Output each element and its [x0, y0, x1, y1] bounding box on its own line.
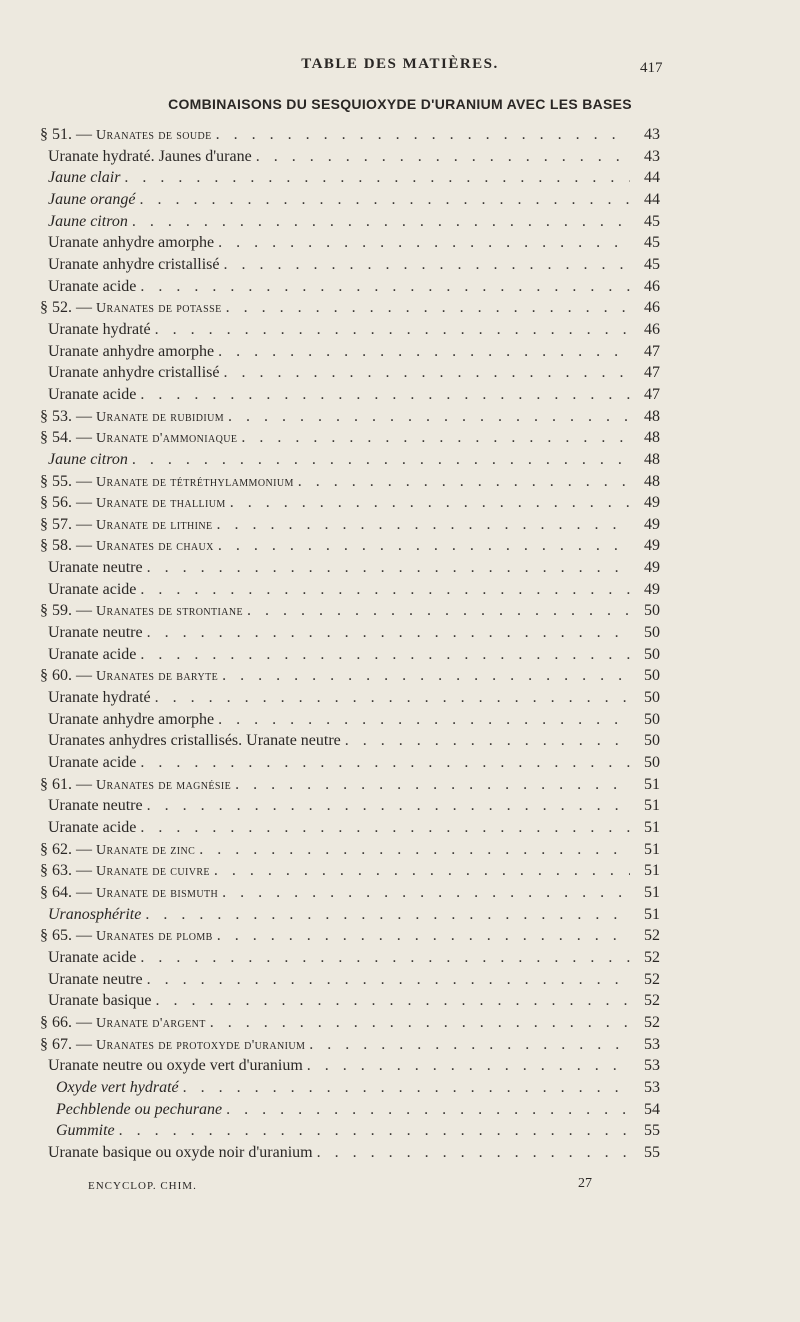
toc-entry [40, 189, 660, 211]
toc-entry-text: Uranate de lithine [96, 517, 213, 533]
toc-entry-page: 43 [644, 147, 660, 165]
toc-entry-number: § 55. — [40, 472, 96, 490]
toc-entry-label [40, 947, 136, 969]
toc-entry-text: Uranate d'ammoniaque [96, 431, 238, 447]
toc-entry [40, 925, 660, 947]
toc-entry-number: § 56. — [40, 494, 96, 512]
toc-entry-text: Uranate anhydre amorphe [48, 234, 215, 252]
toc-entry-label [40, 492, 226, 514]
toc-entry-number: § 67. — [40, 1035, 96, 1053]
toc-entry-text: Uranates de potasse [96, 301, 222, 317]
toc-entry [40, 1142, 660, 1164]
dot-leader [230, 492, 630, 514]
toc-entry [40, 1099, 660, 1121]
toc-entry-text: Uranate anhydre amorphe [48, 710, 215, 728]
toc-entry-number: § 53. — [40, 407, 96, 425]
toc-entry-text: Jaune clair [48, 169, 121, 187]
toc-entry [40, 817, 660, 839]
toc-entry-page: 48 [644, 450, 660, 468]
toc-entry-text: Uranates de strontiane [96, 604, 244, 620]
toc-entry-label [40, 730, 341, 752]
table-of-contents [40, 124, 660, 1164]
dot-leader [145, 904, 630, 926]
toc-entry-page: 51 [644, 797, 660, 815]
toc-entry-label [40, 860, 210, 882]
toc-entry-label [40, 904, 141, 926]
toc-entry-text: Uranates de magnésie [96, 777, 232, 793]
toc-entry-label [40, 449, 128, 471]
dot-leader [217, 925, 630, 947]
toc-entry-label [40, 622, 143, 644]
toc-entry [40, 276, 660, 298]
dot-leader [210, 1012, 630, 1034]
toc-entry-page: 50 [644, 602, 660, 620]
toc-entry [40, 492, 660, 514]
toc-entry-page: 53 [644, 1078, 660, 1096]
toc-entry-page: 50 [644, 754, 660, 772]
toc-entry-label [40, 774, 231, 796]
dot-leader [214, 860, 630, 882]
dot-leader [218, 535, 630, 557]
toc-entry-text: Oxyde vert hydraté [56, 1078, 179, 1096]
toc-entry-page: 44 [644, 190, 660, 208]
toc-entry-label [40, 384, 136, 406]
toc-entry [40, 1055, 660, 1077]
dot-leader [140, 644, 630, 666]
toc-entry-label [40, 1099, 222, 1121]
toc-entry-number: § 57. — [40, 515, 96, 533]
toc-entry [40, 362, 660, 384]
dot-leader [256, 146, 630, 168]
toc-entry-label [40, 795, 143, 817]
toc-entry-text: Uranosphérite [48, 905, 142, 923]
toc-entry-number: § 59. — [40, 602, 96, 620]
dot-leader [223, 254, 630, 276]
toc-entry-page: 52 [644, 1013, 660, 1031]
toc-entry [40, 211, 660, 233]
section-title: COMBINAISONS DU SESQUIOXYDE D'URANIUM AVEC LES BASES [168, 96, 632, 112]
toc-entry-page: 50 [644, 732, 660, 750]
toc-entry-text: Uranate neutre [48, 559, 143, 577]
toc-entry-label [40, 297, 222, 319]
toc-entry-page: 55 [644, 1143, 660, 1161]
toc-entry-label [40, 817, 136, 839]
dot-leader [218, 341, 630, 363]
toc-entry-page: 45 [644, 212, 660, 230]
toc-entry [40, 124, 660, 146]
toc-entry-page: 50 [644, 624, 660, 642]
toc-entry [40, 341, 660, 363]
toc-entry [40, 406, 660, 428]
toc-entry-label [40, 990, 152, 1012]
toc-entry-text: Uranate neutre [48, 797, 143, 815]
toc-entry-label [40, 1077, 179, 1099]
toc-entry [40, 449, 660, 471]
dot-leader [140, 579, 630, 601]
toc-entry-page: 52 [644, 948, 660, 966]
toc-entry-page: 50 [644, 645, 660, 663]
toc-entry [40, 232, 660, 254]
toc-entry-page: 55 [644, 1122, 660, 1140]
toc-entry-label [40, 232, 214, 254]
toc-entry-number: § 61. — [40, 775, 96, 793]
toc-entry-text: Uranate hydraté [48, 320, 151, 338]
toc-entry-label [40, 167, 120, 189]
toc-entry-text: Uranate acide [48, 948, 137, 966]
toc-entry-text: Pechblende ou pechurane [56, 1100, 223, 1118]
toc-entry-text: Uranate de tétréthylammonium [96, 474, 294, 490]
dot-leader [140, 947, 630, 969]
toc-entry-number: § 54. — [40, 429, 96, 447]
toc-entry-label [40, 1120, 115, 1142]
toc-entry [40, 665, 660, 687]
toc-entry-page: 47 [644, 364, 660, 382]
toc-entry-label [40, 579, 136, 601]
toc-entry-text: Uranate anhydre amorphe [48, 342, 215, 360]
dot-leader [147, 557, 630, 579]
toc-entry-page: 50 [644, 667, 660, 685]
toc-entry-text: Uranate acide [48, 645, 137, 663]
toc-entry-label [40, 600, 243, 622]
dot-leader [140, 384, 630, 406]
toc-entry [40, 427, 660, 449]
toc-entry-label [40, 1055, 303, 1077]
toc-entry-page: 49 [644, 515, 660, 533]
dot-leader [309, 1034, 630, 1056]
dot-leader [156, 990, 630, 1012]
toc-entry [40, 904, 660, 926]
toc-entry [40, 882, 660, 904]
toc-entry-label [40, 752, 136, 774]
toc-entry [40, 860, 660, 882]
toc-entry-text: Uranate hydraté. Jaunes d'urane [48, 147, 252, 165]
toc-entry-text: Uranate basique ou oxyde noir d'uranium [48, 1143, 313, 1161]
dot-leader [217, 514, 630, 536]
toc-entry [40, 839, 660, 861]
toc-entry-page: 52 [644, 992, 660, 1010]
toc-entry-label [40, 1034, 305, 1056]
toc-entry-text: Jaune citron [48, 450, 128, 468]
dot-leader [226, 1099, 630, 1121]
toc-entry-page: 49 [644, 559, 660, 577]
dot-leader [124, 167, 630, 189]
dot-leader [140, 817, 630, 839]
toc-entry-text: Uranate de zinc [96, 842, 196, 858]
toc-entry-label [40, 557, 143, 579]
toc-entry-page: 49 [644, 537, 660, 555]
toc-entry-text: Uranates de plomb [96, 929, 213, 945]
toc-entry [40, 384, 660, 406]
dot-leader [241, 427, 630, 449]
dot-leader [140, 276, 630, 298]
toc-entry-page: 49 [644, 494, 660, 512]
toc-entry [40, 752, 660, 774]
toc-entry-text: Uranate hydraté [48, 689, 151, 707]
toc-entry [40, 167, 660, 189]
toc-entry-page: 52 [644, 927, 660, 945]
toc-entry-text: Uranates de soude [96, 128, 212, 143]
toc-entry-page: 50 [644, 710, 660, 728]
toc-entry-text: Uranate neutre [48, 970, 143, 988]
toc-entry [40, 622, 660, 644]
toc-entry-text: Uranate acide [48, 580, 137, 598]
dot-leader [155, 319, 630, 341]
toc-entry [40, 254, 660, 276]
toc-entry-label [40, 189, 136, 211]
page-number: 417 [640, 60, 663, 76]
toc-entry [40, 1012, 660, 1034]
toc-entry-text: Uranate de cuivre [96, 864, 210, 880]
dot-leader [147, 795, 630, 817]
toc-entry-page: 48 [644, 407, 660, 425]
dot-leader [132, 449, 630, 471]
dot-leader [228, 406, 630, 428]
dot-leader [223, 362, 630, 384]
toc-entry-number: § 62. — [40, 840, 96, 858]
dot-leader [235, 774, 630, 796]
toc-entry [40, 730, 660, 752]
dot-leader [132, 211, 630, 233]
toc-entry-label [40, 687, 151, 709]
toc-entry-number: § 66. — [40, 1013, 96, 1031]
toc-entry-page: 51 [644, 819, 660, 836]
toc-entry-label [40, 341, 214, 363]
dot-leader [218, 232, 630, 254]
toc-entry-page: 46 [644, 299, 660, 317]
toc-entry-text: Uranate de rubidium [96, 409, 225, 425]
toc-entry-page: 53 [644, 1035, 660, 1053]
toc-entry [40, 774, 660, 796]
toc-entry-text: Uranate de bismuth [96, 885, 219, 901]
toc-entry-label [40, 146, 252, 168]
toc-entry-page: 45 [644, 234, 660, 252]
toc-entry-text: Jaune citron [48, 212, 128, 230]
toc-entry-page: 46 [644, 320, 660, 338]
toc-entry [40, 319, 660, 341]
toc-entry [40, 471, 660, 493]
dot-leader [183, 1077, 630, 1099]
dot-leader [307, 1055, 630, 1077]
dot-leader [199, 839, 630, 861]
toc-entry-number: § 58. — [40, 537, 96, 555]
toc-entry-label [40, 362, 219, 384]
toc-entry-label [40, 514, 213, 536]
dot-leader [317, 1142, 630, 1164]
toc-entry-page: 52 [644, 970, 660, 988]
toc-entry-number: § 64. — [40, 883, 96, 901]
toc-entry-text: Uranate acide [48, 385, 137, 403]
toc-entry-text: Uranate basique [48, 992, 152, 1010]
toc-entry-text: Uranate de thallium [96, 496, 226, 512]
dot-leader [140, 189, 630, 211]
toc-entry-text: Uranate neutre [48, 624, 143, 642]
toc-entry-page: 48 [644, 429, 660, 447]
dot-leader [140, 752, 630, 774]
toc-entry-page: 47 [644, 385, 660, 403]
toc-entry [40, 579, 660, 601]
toc-entry-label [40, 406, 224, 428]
toc-entry-text: Uranate d'argent [96, 1015, 206, 1031]
toc-entry-page: 46 [644, 277, 660, 295]
toc-entry [40, 795, 660, 817]
footer-signature: ENCYCLOP. CHIM. [88, 1180, 197, 1192]
toc-entry-page: 51 [644, 862, 660, 880]
dot-leader [155, 687, 630, 709]
toc-entry-page: 43 [644, 126, 660, 143]
toc-entry-text: Uranate acide [48, 754, 137, 772]
toc-entry-label [40, 969, 143, 991]
dot-leader [298, 471, 630, 493]
toc-entry-label [40, 709, 214, 731]
toc-entry [40, 557, 660, 579]
toc-entry-page: 51 [644, 905, 660, 923]
dot-leader [218, 709, 630, 731]
toc-entry-text: Uranate anhydre cristallisé [48, 255, 220, 273]
toc-entry [40, 1120, 660, 1142]
toc-entry-page: 53 [644, 1057, 660, 1075]
toc-entry-label [40, 471, 294, 493]
toc-entry-label [40, 839, 195, 861]
dot-leader [222, 882, 630, 904]
toc-entry-page: 48 [644, 472, 660, 490]
dot-leader [345, 730, 630, 752]
toc-entry [40, 947, 660, 969]
toc-entry-number: § 52. — [40, 299, 96, 317]
toc-entry [40, 687, 660, 709]
footer-sheet-number: 27 [578, 1176, 592, 1191]
toc-entry-label [40, 319, 151, 341]
toc-entry [40, 297, 660, 319]
toc-entry-number: § 63. — [40, 862, 96, 880]
toc-entry-page: 51 [644, 775, 660, 793]
toc-entry [40, 1077, 660, 1099]
toc-entry-text: Uranates de protoxyde d'uranium [96, 1037, 306, 1053]
toc-entry-label [40, 276, 136, 298]
toc-entry-label [40, 1142, 313, 1164]
toc-entry-text: Gummite [56, 1122, 115, 1140]
dot-leader [119, 1120, 630, 1142]
toc-entry [40, 146, 660, 168]
toc-entry-label [40, 1012, 206, 1034]
toc-entry-label [40, 254, 219, 276]
toc-entry-number: § 60. — [40, 667, 96, 685]
toc-entry [40, 514, 660, 536]
toc-entry-label [40, 535, 214, 557]
running-title: TABLE DES MATIÈRES. [301, 56, 499, 72]
toc-entry [40, 600, 660, 622]
toc-entry-page: 49 [644, 580, 660, 598]
toc-entry-label [40, 925, 213, 947]
toc-entry-page: 50 [644, 689, 660, 707]
toc-entry [40, 990, 660, 1012]
toc-entry-text: Jaune orangé [48, 190, 136, 208]
toc-entry-label [40, 124, 212, 146]
dot-leader [222, 665, 630, 687]
dot-leader [216, 124, 630, 146]
toc-entry-label [40, 644, 136, 666]
toc-entry-label [40, 211, 128, 233]
toc-entry-page: 54 [644, 1100, 660, 1118]
dot-leader [147, 969, 630, 991]
toc-entry-page: 44 [644, 169, 660, 187]
toc-entry [40, 535, 660, 557]
toc-entry-page: 51 [644, 883, 660, 901]
toc-entry-label [40, 427, 237, 449]
toc-entry-label [40, 882, 218, 904]
toc-entry [40, 644, 660, 666]
toc-entry-page: 47 [644, 342, 660, 360]
toc-entry-text: Uranate acide [48, 277, 137, 295]
toc-entry-text: Uranates anhydres cristallisés. Uranate neutre [48, 732, 341, 750]
toc-entry [40, 1034, 660, 1056]
toc-entry-text: Uranate neutre ou oxyde vert d'uranium [48, 1057, 303, 1075]
dot-leader [147, 622, 630, 644]
toc-entry-page: 45 [644, 255, 660, 273]
toc-entry-page: 51 [644, 840, 660, 858]
toc-entry-number: § 65. — [40, 927, 96, 945]
toc-entry-text: Uranate acide [48, 819, 137, 836]
toc-entry-text: Uranates de chaux [96, 539, 214, 555]
toc-entry-number: § 51. — [40, 126, 96, 143]
toc-entry-label [40, 665, 218, 687]
toc-entry-text: Uranates de baryte [96, 669, 219, 685]
toc-entry [40, 969, 660, 991]
toc-entry [40, 709, 660, 731]
dot-leader [247, 600, 630, 622]
dot-leader [226, 297, 630, 319]
toc-entry-text: Uranate anhydre cristallisé [48, 364, 220, 382]
